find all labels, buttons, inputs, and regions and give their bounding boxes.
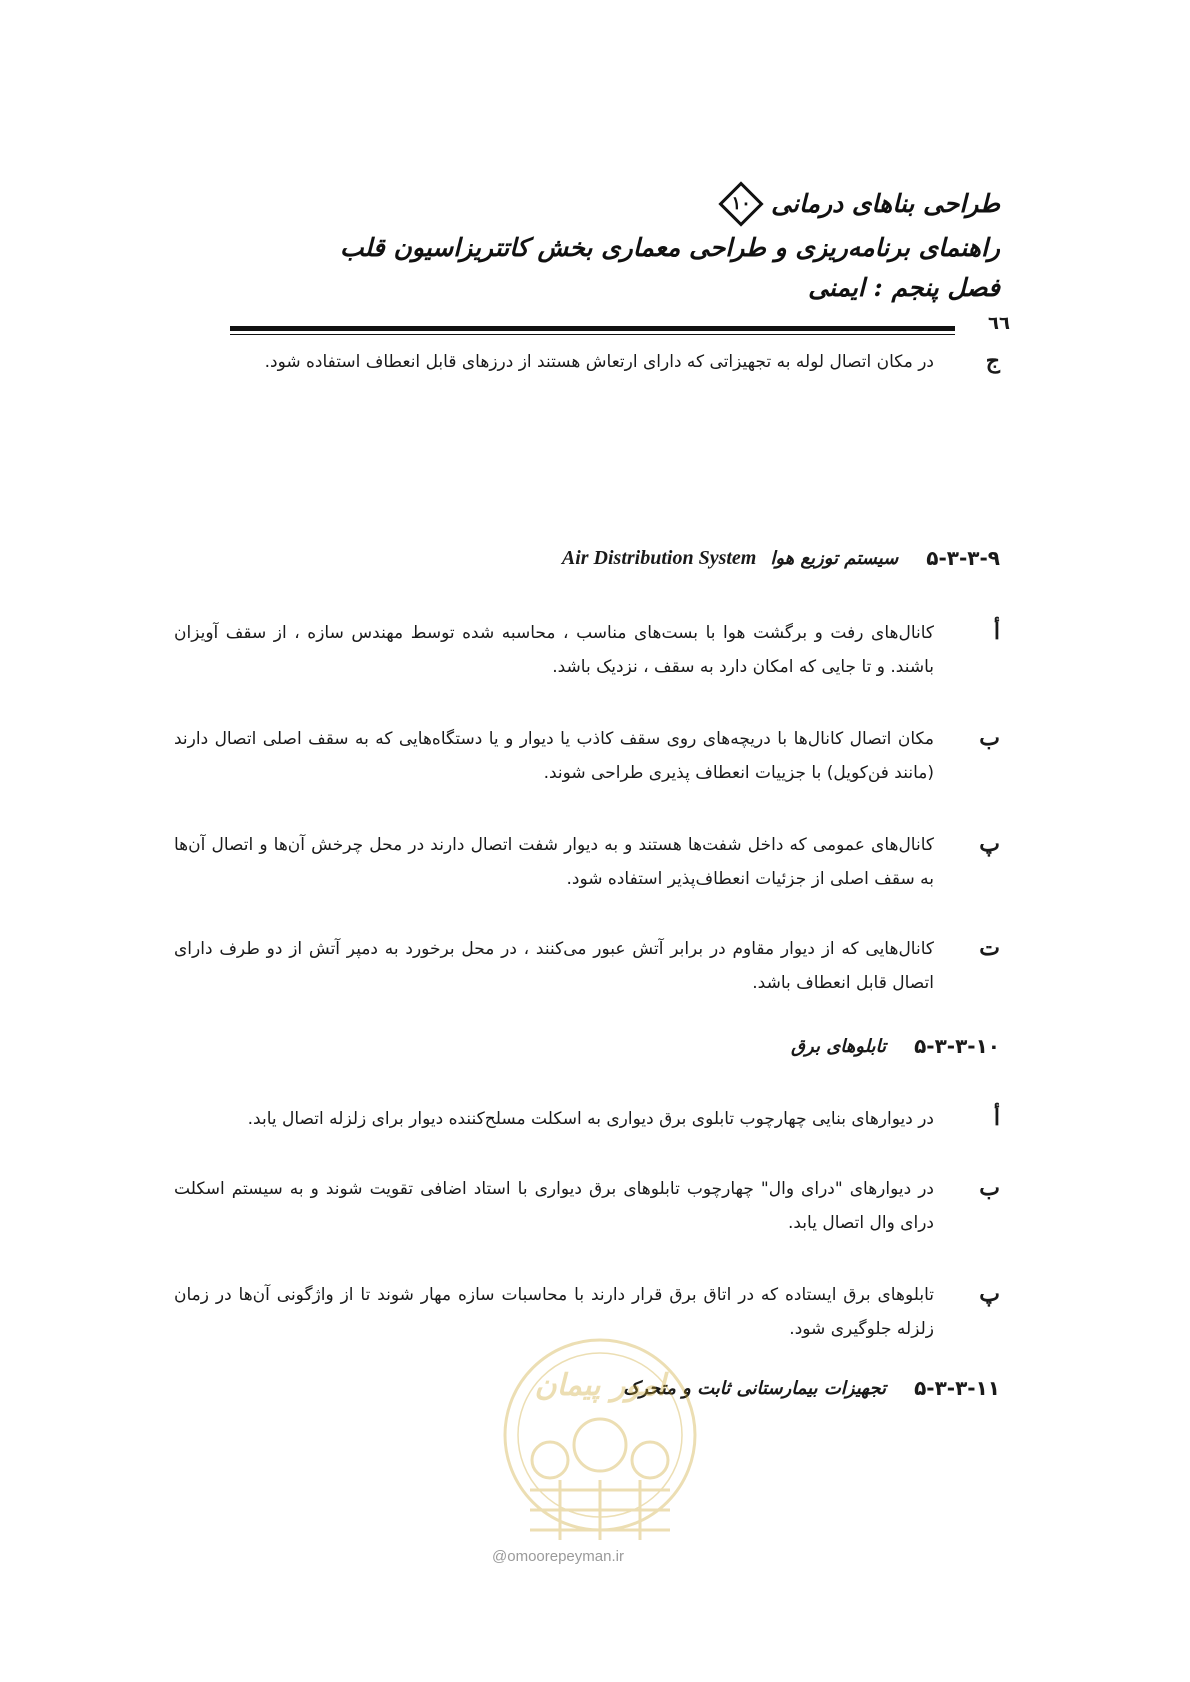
volume-number: ۱۰ xyxy=(731,193,751,214)
item-text: مکان اتصال کانال‌ها با دریچه‌های روی سقف کاذب یا دیوار و یا دستگاه‌هایی که به سقف اصلی اتصال دارند (مانند فن‌کویل) با جزییات انعطاف پذیری طراحی شوند. xyxy=(174,729,934,783)
volume-badge xyxy=(717,180,765,228)
item-text: کانال‌های رفت و برگشت هوا با بست‌های مناسب ، محاسبه شده توسط مهندس سازه ، از سقف آویزان باشند. و تا جایی که امکان دارد به سقف ، نزدیک باشد. xyxy=(174,623,934,677)
section-title-english: Air Distribution System xyxy=(561,546,757,569)
item-text: در دیوارهای بنایی چهارچوب تابلوی برق دیواری به اسکلت مسلح‌کننده دیوار برای زلزله اتصال یابد. xyxy=(247,1109,934,1129)
item-marker: پ xyxy=(979,831,1000,857)
list-item xyxy=(174,1102,1000,1136)
section-number: ۵-۳-۳-۱۰ xyxy=(914,1034,1000,1058)
watermark-brand: امور پیمان xyxy=(534,1368,666,1403)
chapter-title: فصل پنجم : ایمنی xyxy=(808,273,1000,302)
header-rule-thick xyxy=(230,326,955,331)
section-number: ۵-۳-۳-۹ xyxy=(926,546,1000,570)
watermark-logo xyxy=(490,1325,710,1575)
list-item xyxy=(174,828,1000,896)
item-marker: أ xyxy=(993,619,1000,645)
section-heading xyxy=(562,546,1000,570)
item-text: کانال‌هایی که از دیوار مقاوم در برابر آتش عبور می‌کنند ، در محل برخورد به دمپر آتش از دو طرف دارای اتصال قابل انعطاف باشد. xyxy=(174,939,934,993)
list-item xyxy=(174,1172,1000,1240)
section-heading xyxy=(791,1034,1000,1058)
item-text: در مکان اتصال لوله به تجهیزاتی که دارای ارتعاش هستند از درزهای قابل انعطاف استفاده شود. xyxy=(264,352,934,372)
section-number: ۵-۳-۳-۱۱ xyxy=(914,1376,1000,1400)
item-text: تابلوهای برق ایستاده که در اتاق برق قرار دارند با محاسبات سازه مهار شوند تا از واژگونی آن‌ها در زمان زلزله جلوگیری شود. xyxy=(174,1285,934,1339)
item-marker: أ xyxy=(993,1105,1000,1131)
list-item xyxy=(174,345,1000,379)
book-title: طراحی بناهای درمانی xyxy=(771,189,1000,218)
item-marker: ت xyxy=(979,935,1000,961)
item-marker: ب xyxy=(979,1175,1000,1201)
item-text: در دیوارهای "درای وال" چهارچوب تابلوهای برق دیواری با استاد اضافی تقویت شوند و به سیستم اسکلت درای وال اتصال یابد. xyxy=(174,1179,934,1233)
item-text: کانال‌های عمومی که داخل شفت‌ها هستند و به دیوار شفت اتصال دارند در محل چرخش آن‌ها و اتصال آن‌ها به سقف اصلی از جزئیات انعطاف‌پذیر استفاده شود. xyxy=(174,835,934,889)
section-title: سیستم توزیع هوا xyxy=(770,547,899,569)
section-title: تجهیزات بیمارستانی ثابت و متحرک xyxy=(623,1377,887,1399)
item-marker: ج xyxy=(985,348,1000,374)
header-rule-thin xyxy=(230,334,955,335)
list-item xyxy=(174,932,1000,1000)
list-item xyxy=(174,616,1000,684)
item-marker: ب xyxy=(979,725,1000,751)
page-number: ٦٦ xyxy=(988,313,1010,334)
item-marker: پ xyxy=(979,1281,1000,1307)
header-line-2: راهنمای برنامه‌ریزی و طراحی معماری بخش کاتتریزاسیون قلب xyxy=(339,233,1000,262)
section-title: تابلوهای برق xyxy=(791,1035,887,1057)
watermark-url: @omoorepeyman.ir xyxy=(492,1548,624,1565)
list-item xyxy=(174,722,1000,790)
page-header xyxy=(300,180,1000,308)
header-line-1 xyxy=(300,180,1000,228)
